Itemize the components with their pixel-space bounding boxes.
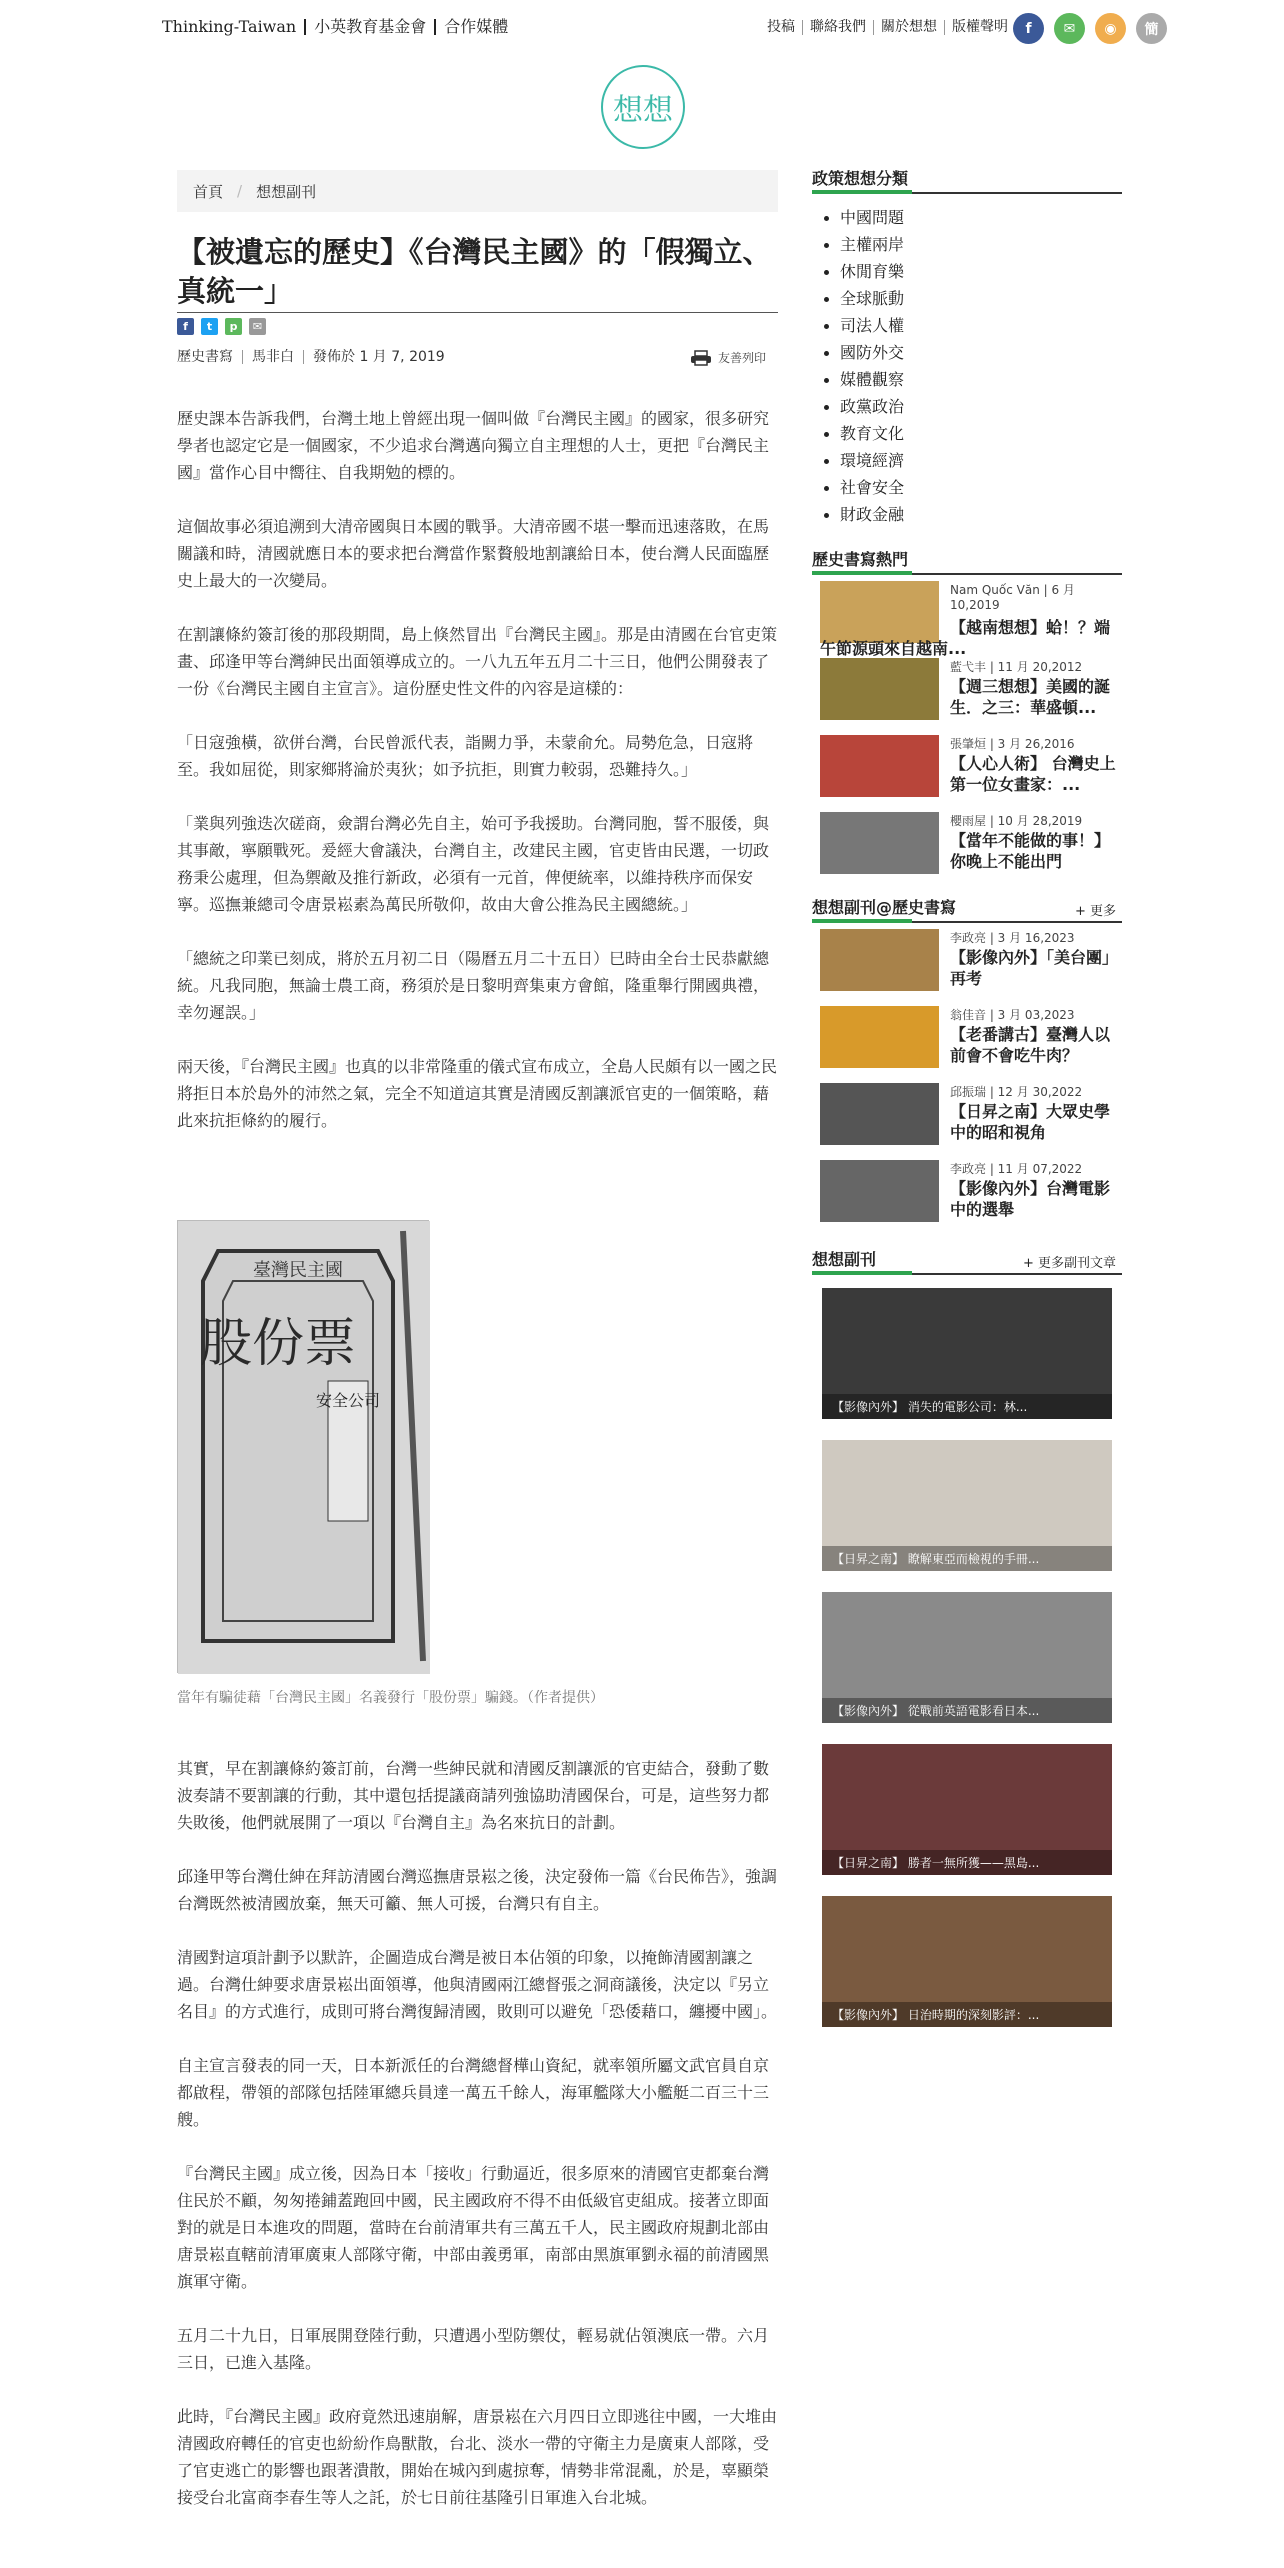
sidebar-card[interactable] xyxy=(812,806,1122,883)
share-facebook-icon[interactable]: f xyxy=(177,318,194,335)
fukan-tile[interactable] xyxy=(822,1288,1112,1419)
sidebar xyxy=(812,168,1122,2048)
facebook-icon[interactable]: f xyxy=(1013,13,1044,44)
category-list xyxy=(812,204,1122,528)
card-author: 翁佳音 | 3 月 03,2023 xyxy=(950,1008,1075,1022)
fukan-history-heading-text: 想想副刊@歷史書寫 xyxy=(812,898,957,917)
article-paragraph: 自主宣言發表的同一天，日本新派任的台灣總督樺山資紀，就率領所屬文武官員自京都啟程，帶領的部隊包括陸軍總兵員達一萬五千餘人，海軍艦隊大小艦艇二百三十三艘。 xyxy=(177,2056,770,2129)
card-title[interactable]: 【當年不能做的事！】你晚上不能出門 xyxy=(950,831,1111,871)
card-author: 張肇烜 | 3 月 26,2016 xyxy=(950,737,1075,751)
article-paragraph: 此時，『台灣民主國』政府竟然迅速崩解，唐景崧在六月四日立即逃往中國，一大堆由清國政府轉任的官吏也紛紛作鳥獸散，台北、淡水一帶的守衛主力是廣東人部隊，受了官吏逃亡的影響也跟著潰散，開始在城內到處掠奪，情勢非常混亂，於是，辜顯榮接受台北富商李春生等人之託，於七日前往基隆引日軍進入台北城。 xyxy=(177,2407,778,2507)
card-thumbnail[interactable] xyxy=(820,1006,939,1068)
category-item[interactable]: 全球脈動 xyxy=(812,285,1122,312)
article-paragraph: 『台灣民主國』成立後，因為日本「接收」行動逼近，很多原來的清國官吏都棄台灣住民於不顧，匆匆捲鋪蓋跑回中國，民主國政府不得不由低級官吏組成。接著立即面對的就是日本進攻的問題，當時在台前清軍共有三萬五千人，民主國政府規劃北部由唐景崧直轄前清軍廣東人部隊守衛，中部由義勇軍，南部由黑旗軍劉永福的前清國黑旗軍守衛。 xyxy=(177,2164,770,2291)
top-bar xyxy=(0,0,1284,60)
card-title[interactable]: 【日昇之南】大眾史學中的昭和視角 xyxy=(950,1102,1111,1142)
category-item[interactable]: 主權兩岸 xyxy=(812,231,1122,258)
fukan-history-list xyxy=(812,923,1122,1231)
mail-icon[interactable]: ✉ xyxy=(1054,13,1085,44)
hot-list xyxy=(812,575,1122,883)
card-author: 李政亮 | 11 月 07,2022 xyxy=(950,1162,1083,1176)
rss-icon[interactable]: ◉ xyxy=(1095,13,1126,44)
article-figure xyxy=(177,1220,429,1673)
card-title[interactable]: 【越南想想】蛤！？端午節源頭來自越南... xyxy=(820,618,1111,658)
article-paragraph: 「總統之印業已刻成，將於五月初二日（陽曆五月二十五日）巳時由全台士民恭獻總統。凡我同胞，無論士農工商，務須於是日黎明齊集東方會館，隆重舉行開國典禮，幸勿遲誤。」 xyxy=(177,949,770,1022)
article-meta xyxy=(177,350,454,364)
fukan-history-heading xyxy=(812,897,1122,923)
fukan-tile-caption: 【影像內外】 日治時期的深刻影評：... xyxy=(822,2002,1112,2027)
svg-text:安全公司: 安全公司 xyxy=(315,1391,381,1410)
stock-certificate-image xyxy=(178,1221,430,1674)
card-thumbnail[interactable] xyxy=(820,1083,939,1145)
share-email-icon[interactable]: ✉ xyxy=(249,318,266,335)
title-divider xyxy=(177,312,778,313)
copyright-link[interactable]: 版權聲明 xyxy=(944,20,1015,35)
simplified-chinese-icon[interactable]: 簡 xyxy=(1136,13,1167,44)
print-label: 友善列印 xyxy=(718,351,767,365)
fukan-tile-caption: 【影像內外】 消失的電影公司：林... xyxy=(822,1394,1112,1419)
fukan-tile[interactable] xyxy=(822,1592,1112,1723)
card-title[interactable]: 【影像內外】「美台團」再考 xyxy=(950,948,1119,988)
share-twitter-icon[interactable]: t xyxy=(201,318,218,335)
top-links xyxy=(760,20,1015,35)
card-thumbnail[interactable] xyxy=(820,1160,939,1222)
category-item[interactable]: 休閒育樂 xyxy=(812,258,1122,285)
breadcrumb-separator: / xyxy=(237,182,243,200)
fukan-list xyxy=(812,1288,1122,2027)
brand-thinking-taiwan[interactable]: Thinking-Taiwan xyxy=(162,17,297,36)
fukan-tile-caption: 【日昇之南】 勝者一無所獲——黑島... xyxy=(822,1850,1112,1875)
fukan-heading-text: 想想副刊 xyxy=(812,1250,877,1269)
card-author: Nam Quốc Văn | 6 月 10,2019 xyxy=(950,583,1075,612)
article-paragraph: 清國對這項計劃予以默許，企圖造成台灣是被日本佔領的印象，以掩飾清國割讓之過。台灣仕紳要求唐景崧出面領導，他與清國兩江總督張之洞商議後，決定以『另立名目』的方式進行，成則可將台灣復歸清國，敗則可以避免「恐倭藉口，纏擾中國」。 xyxy=(177,1948,778,2021)
card-title[interactable]: 【人心人術】 台灣史上第一位女畫家：... xyxy=(950,754,1116,794)
category-item[interactable]: 環境經濟 xyxy=(812,447,1122,474)
article-body-continued xyxy=(177,1755,778,2511)
sidebar-card[interactable] xyxy=(812,729,1122,806)
article-category[interactable]: 歷史書寫 xyxy=(177,349,233,365)
breadcrumb xyxy=(177,170,778,212)
hot-heading xyxy=(812,549,1122,575)
category-item[interactable]: 媒體觀察 xyxy=(812,366,1122,393)
fukan-tile[interactable] xyxy=(822,1744,1112,1875)
article-paragraph: 在割讓條約簽訂後的那段期間，島上倏然冒出『台灣民主國』。那是由清國在台官吏策畫、邱逢甲等台灣紳民出面領導成立的。一八九五年五月二十三日，他們公開發表了一份《台灣民主國自主宣言》。這份歷史性文件的內容是這樣的： xyxy=(177,625,778,698)
article-paragraph: 「日寇強橫，欲併台灣，台民曾派代表，詣闕力爭，未蒙俞允。局勢危急，日寇將至。我如屈從，則家鄉將淪於夷狄；如予抗拒，則實力較弱，恐難持久。」 xyxy=(177,733,754,779)
article-author[interactable]: 馬非白 xyxy=(242,350,303,364)
svg-text:股份票: 股份票 xyxy=(199,1314,357,1374)
categories-heading xyxy=(812,168,1122,194)
article-title: 【被遺忘的歷史】《台灣民主國》的「假獨立、真統一」 xyxy=(177,235,772,308)
print-button[interactable] xyxy=(690,349,766,366)
card-author: 邱振瑞 | 12 月 30,2022 xyxy=(950,1085,1083,1099)
sidebar-card[interactable] xyxy=(812,923,1122,1000)
sidebar-card[interactable] xyxy=(812,1000,1122,1077)
card-author: 李政亮 | 3 月 16,2023 xyxy=(950,931,1075,945)
brand-links xyxy=(162,19,516,35)
category-item[interactable]: 政黨政治 xyxy=(812,393,1122,420)
submit-link[interactable]: 投稿 xyxy=(767,19,795,35)
printer-icon xyxy=(690,350,712,366)
breadcrumb-section[interactable]: 想想副刊 xyxy=(256,182,317,201)
card-title[interactable]: 【週三想想】美國的誕生．之三：華盛頓... xyxy=(950,677,1111,717)
sidebar-card[interactable] xyxy=(812,575,1122,658)
fukan-heading xyxy=(812,1249,1122,1275)
sidebar-card[interactable] xyxy=(812,1154,1122,1231)
article-paragraph: 「業與列強迭次磋商，僉謂台灣必先自主，始可予我援助。台灣同胞，誓不服倭，與其事敵，寧願戰死。爰經大會議決，台灣自主，改建民主國，官吏皆由民選，一切政務秉公處理，但為禦敵及推行新政，必須有一元首，俾便統率，以維持秩序而保安寧。巡撫兼總司令唐景崧素為萬民所敬仰，故由大會公推為民主國總統。」 xyxy=(177,814,770,914)
contact-link[interactable]: 聯絡我們 xyxy=(802,20,873,35)
share-buttons xyxy=(177,318,266,335)
categories-heading-text: 政策想想分類 xyxy=(812,169,909,188)
article-paragraph: 這個故事必須追溯到大清帝國與日本國的戰爭。大清帝國不堪一擊而迅速落敗，在馬關議和時，清國就應日本的要求把台灣當作緊贅般地割讓給日本，使台灣人民面臨歷史上最大的一次變局。 xyxy=(177,517,770,590)
article-body xyxy=(177,405,778,1134)
figure-caption: 當年有騙徒藉「台灣民主國」名義發行「股份票」騙錢。（作者提供） xyxy=(177,1690,604,1706)
category-item[interactable]: 國防外交 xyxy=(812,339,1122,366)
category-item[interactable]: 社會安全 xyxy=(812,474,1122,501)
share-plurk-icon[interactable]: p xyxy=(225,318,242,335)
card-author: 櫻雨屋 | 10 月 28,2019 xyxy=(950,814,1083,828)
fukan-tile[interactable] xyxy=(822,1896,1112,2027)
card-title[interactable]: 【老番講古】臺灣人以前會不會吃牛肉？ xyxy=(950,1025,1111,1065)
fukan-tile[interactable] xyxy=(822,1440,1112,1571)
category-item[interactable]: 司法人權 xyxy=(812,312,1122,339)
brand-foundation[interactable]: 小英教育基金會 xyxy=(304,19,434,35)
article-date: 發佈於 1 月 7, 2019 xyxy=(303,350,454,364)
fukan-more-link[interactable]: + 更多副刊文章 xyxy=(1022,1256,1116,1271)
article-paragraph: 邱逢甲等台灣仕紳在拜訪清國台灣巡撫唐景崧之後，決定發佈一篇《台民佈告》，強調台灣既然被清國放棄，無天可籲、無人可援，台灣只有自主。 xyxy=(177,1867,778,1913)
fukan-tile-caption: 【影像內外】 從戰前英語電影看日本... xyxy=(822,1698,1112,1723)
article-paragraph: 五月二十九日，日軍展開登陸行動，只遭遇小型防禦仗，輕易就佔領澳底一帶。六月三日，已進入基隆。 xyxy=(177,2326,770,2372)
card-thumbnail[interactable] xyxy=(820,812,939,874)
card-thumbnail[interactable] xyxy=(820,929,939,991)
card-thumbnail[interactable] xyxy=(820,658,939,720)
card-author: 藍弋丰 | 11 月 20,2012 xyxy=(950,660,1083,674)
category-item[interactable]: 教育文化 xyxy=(812,420,1122,447)
social-icons xyxy=(1013,13,1167,44)
fukan-history-more-link[interactable]: + 更多 xyxy=(1074,904,1116,919)
svg-text:臺灣民主國: 臺灣民主國 xyxy=(253,1260,343,1281)
card-title[interactable]: 【影像內外】台灣電影中的選舉 xyxy=(950,1179,1111,1219)
brand-partners[interactable]: 合作媒體 xyxy=(434,19,516,35)
category-item[interactable]: 中國問題 xyxy=(812,204,1122,231)
article-paragraph: 兩天後，『台灣民主國』也真的以非常隆重的儀式宣布成立，全島人民頗有以一國之民將拒日本於島外的沛然之氣，完全不知道這其實是清國反割讓派官吏的一個策略，藉此來抗拒條約的履行。 xyxy=(177,1057,778,1130)
fukan-tile-caption: 【日昇之南】 瞭解東亞而檢視的手冊... xyxy=(822,1546,1112,1571)
breadcrumb-home[interactable]: 首頁 xyxy=(193,182,224,201)
sidebar-card[interactable] xyxy=(812,1077,1122,1154)
article-paragraph: 歷史課本告訴我們，台灣土地上曾經出現一個叫做『台灣民主國』的國家，很多研究學者也認定它是一個國家，不少追求台灣邁向獨立自主理想的人士，更把『台灣民主國』當作心目中嚮往、自我期勉的標的。 xyxy=(177,409,770,482)
category-item[interactable]: 財政金融 xyxy=(812,501,1122,528)
about-link[interactable]: 關於想想 xyxy=(873,20,944,35)
sidebar-card[interactable] xyxy=(812,652,1122,729)
article-paragraph: 其實，早在割讓條約簽訂前，台灣一些紳民就和清國反割讓派的官吏結合，發動了數波奏請不要割讓的行動，其中還包括提議商請列強協助清國保台，可是，這些努力都失敗後，他們就展開了一項以『台灣自主』為名來抗日的計劃。 xyxy=(177,1759,770,1832)
site-logo[interactable]: 想想 xyxy=(601,65,685,149)
card-thumbnail[interactable] xyxy=(820,735,939,797)
hot-heading-text: 歷史書寫熱門 xyxy=(812,550,909,569)
